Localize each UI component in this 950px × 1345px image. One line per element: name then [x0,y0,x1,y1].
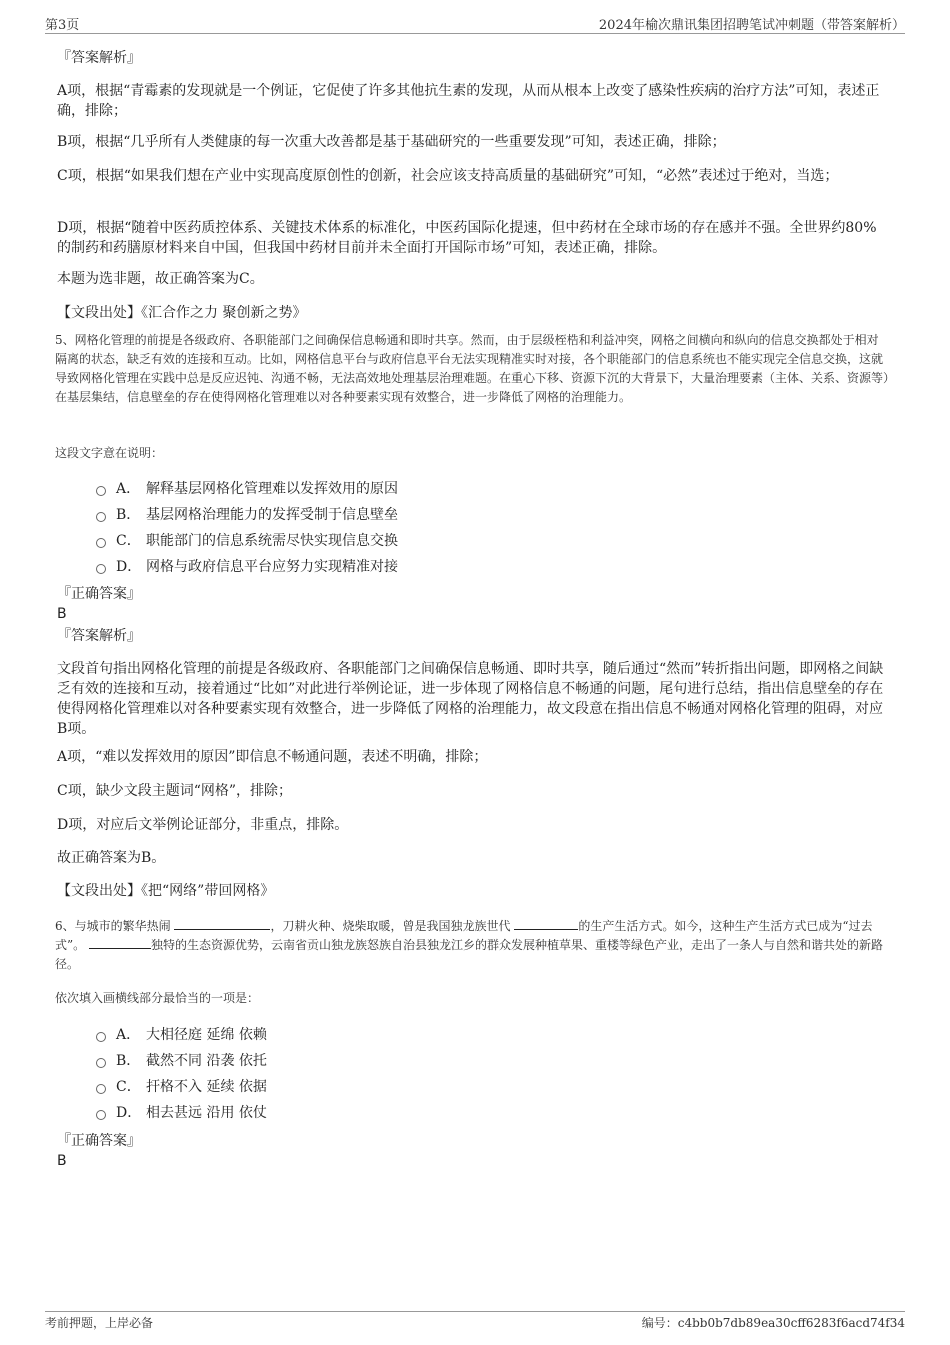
radio-icon[interactable] [96,512,106,522]
radio-icon[interactable] [96,1058,106,1068]
option-text: 扞格不入 延续 依据 [146,1079,267,1095]
analysis-main-paragraph: 文段首句指出网格化管理的前提是各级政府、各职能部门之间确保信息畅通、即时共享，随后通过“然而”转折指出问题，即网格之间缺乏有效的连接和互动，接着通过“比如”对此进行举例论证，进一步体现了网格信息不畅通的问题，尾句进行总结，指出信息壁垒的存在使得网格化管理难以对各种要素实现有效整合，进一步降低了网格的治理能力，故文段意在指出信息不畅通对网格化管理的阻碍，对应B项。 [57,661,884,737]
question-6-prompt: 依次填入画横线部分最恰当的一项是： [55,991,260,1005]
fill-blank-2[interactable] [514,917,578,930]
analysis-conclusion: 本题为选非题，故正确答案为C。 [57,271,264,287]
fill-blank-1[interactable] [174,917,270,930]
option-text: 截然不同 沿袭 依托 [146,1053,267,1069]
analysis-paragraph-b: B项，根据“几乎所有人类健康的每一次重大改善都是基于基础研究的一些重要发现”可知，表述正确，排除； [57,134,726,150]
option-text: 相去甚远 沿用 依仗 [146,1105,267,1121]
option-text: 职能部门的信息系统需尽快实现信息交换 [146,533,398,549]
correct-answer: B [57,1153,67,1169]
correct-answer: B [57,606,67,622]
question-5-option-b[interactable]: B． 基层网格治理能力的发挥受制于信息壁垒 [96,505,398,525]
page-number: 第3页 [45,18,80,33]
option-text: 基层网格治理能力的发挥受制于信息壁垒 [146,507,398,523]
analysis-paragraph-d: D项，对应后文举例论证部分，非重点，排除。 [57,817,349,833]
analysis-paragraph-a: A项，根据“青霉素的发现就是一个例证，它促使了许多其他抗生素的发现，从而从根本上改变了感染性疾病的治疗方法”可知，表述正确，排除； [57,83,880,119]
fill-blank-3[interactable] [89,936,151,949]
source-citation: 【文段出处】《汇合作之力 聚创新之势》 [57,305,307,321]
question-6-text: 6、与城市的繁华热闹 ，刀耕火种、烧柴取暖，曾是我国独龙族世代 的生产生活方式。如今，这种生产生活方式已成为“过去式”。 独特的生态资源优势，云南省贡山独龙族怒族自治县独龙江乡的群众发展种植草果、重楼等绿色产业，走出了一条人与自然和谐共处的新路径。 [55,919,883,971]
footer-slogan: 考前押题，上岸必备 [45,1316,154,1330]
analysis-paragraph-a: A项，“难以发挥效用的原因”即信息不畅通问题，表述不明确，排除； [57,749,488,765]
option-text: 网格与政府信息平台应努力实现精准对接 [146,559,398,575]
radio-icon[interactable] [96,1032,106,1042]
correct-answer-label: 『正确答案』 [57,586,141,602]
radio-icon[interactable] [96,1084,106,1094]
question-6-option-c[interactable]: C． 扞格不入 延续 依据 [96,1077,267,1097]
analysis-paragraph-c: C项，根据“如果我们想在产业中实现高度原创性的创新，社会应该支持高质量的基础研究”可知，“必然”表述过于绝对，当选； [57,168,839,184]
document-id: 编号：c4bb0b7db89ea30cff6283f6acd74f34 [641,1316,905,1330]
radio-icon[interactable] [96,486,106,496]
question-6-option-d[interactable]: D． 相去甚远 沿用 依仗 [96,1103,267,1123]
question-5-option-a[interactable]: A． 解释基层网格化管理难以发挥效用的原因 [96,479,398,499]
analysis-paragraph-d: D项，根据“随着中医药质控体系、关键技术体系的标准化，中医药国际化提速，但中药材在全球市场的存在感并不强。全世界约80%的制药和药膳原材料来自中国，但我国中药材目前并未全面打开国际市场”可知，表述正确，排除。 [57,220,877,256]
option-text: 解释基层网格化管理难以发挥效用的原因 [146,481,398,497]
analysis-paragraph-c: C项，缺少文段主题词“网格”，排除； [57,783,293,799]
radio-icon[interactable] [96,564,106,574]
question-6-option-a[interactable]: A． 大相径庭 延绵 依赖 [96,1025,267,1045]
document-title: 2024年榆次鼎讯集团招聘笔试冲刺题（带答案解析） [598,18,905,33]
analysis-label: 『答案解析』 [57,628,141,644]
question-5-option-c[interactable]: C． 职能部门的信息系统需尽快实现信息交换 [96,531,398,551]
footer-divider [45,1311,905,1312]
correct-answer-label: 『正确答案』 [57,1133,141,1149]
question-5-option-d[interactable]: D． 网格与政府信息平台应努力实现精准对接 [96,557,398,577]
source-citation: 【文段出处】《把“网络”带回网格》 [57,883,275,899]
analysis-label: 『答案解析』 [57,50,141,66]
header-divider [45,33,905,34]
question-5-prompt: 这段文字意在说明： [55,446,164,460]
radio-icon[interactable] [96,538,106,548]
option-text: 大相径庭 延绵 依赖 [146,1027,267,1043]
analysis-conclusion: 故正确答案为B。 [57,850,166,866]
radio-icon[interactable] [96,1110,106,1120]
question-6-option-b[interactable]: B． 截然不同 沿袭 依托 [96,1051,267,1071]
question-5-text: 5、网格化管理的前提是各级政府、各职能部门之间确保信息畅通和即时共享。然而，由于层级桎梏和利益冲突，网格之间横向和纵向的信息交换都处于相对隔离的状态，缺乏有效的连接和互动。比如，网格信息平台与政府信息平台无法实现精准实时对接，各个职能部门的信息系统也不能实现完全信息交换，这就导致网格化管理在实践中总是反应迟钝、沟通不畅，无法高效地处理基层治理难题。在重心下移、资源下沉的大背景下，大量治理要素（主体、关系、资源等）在基层集结，信息壁垒的存在使得网格化管理难以对各种要素实现有效整合，进一步降低了网格的治理能力。 [55,333,890,404]
